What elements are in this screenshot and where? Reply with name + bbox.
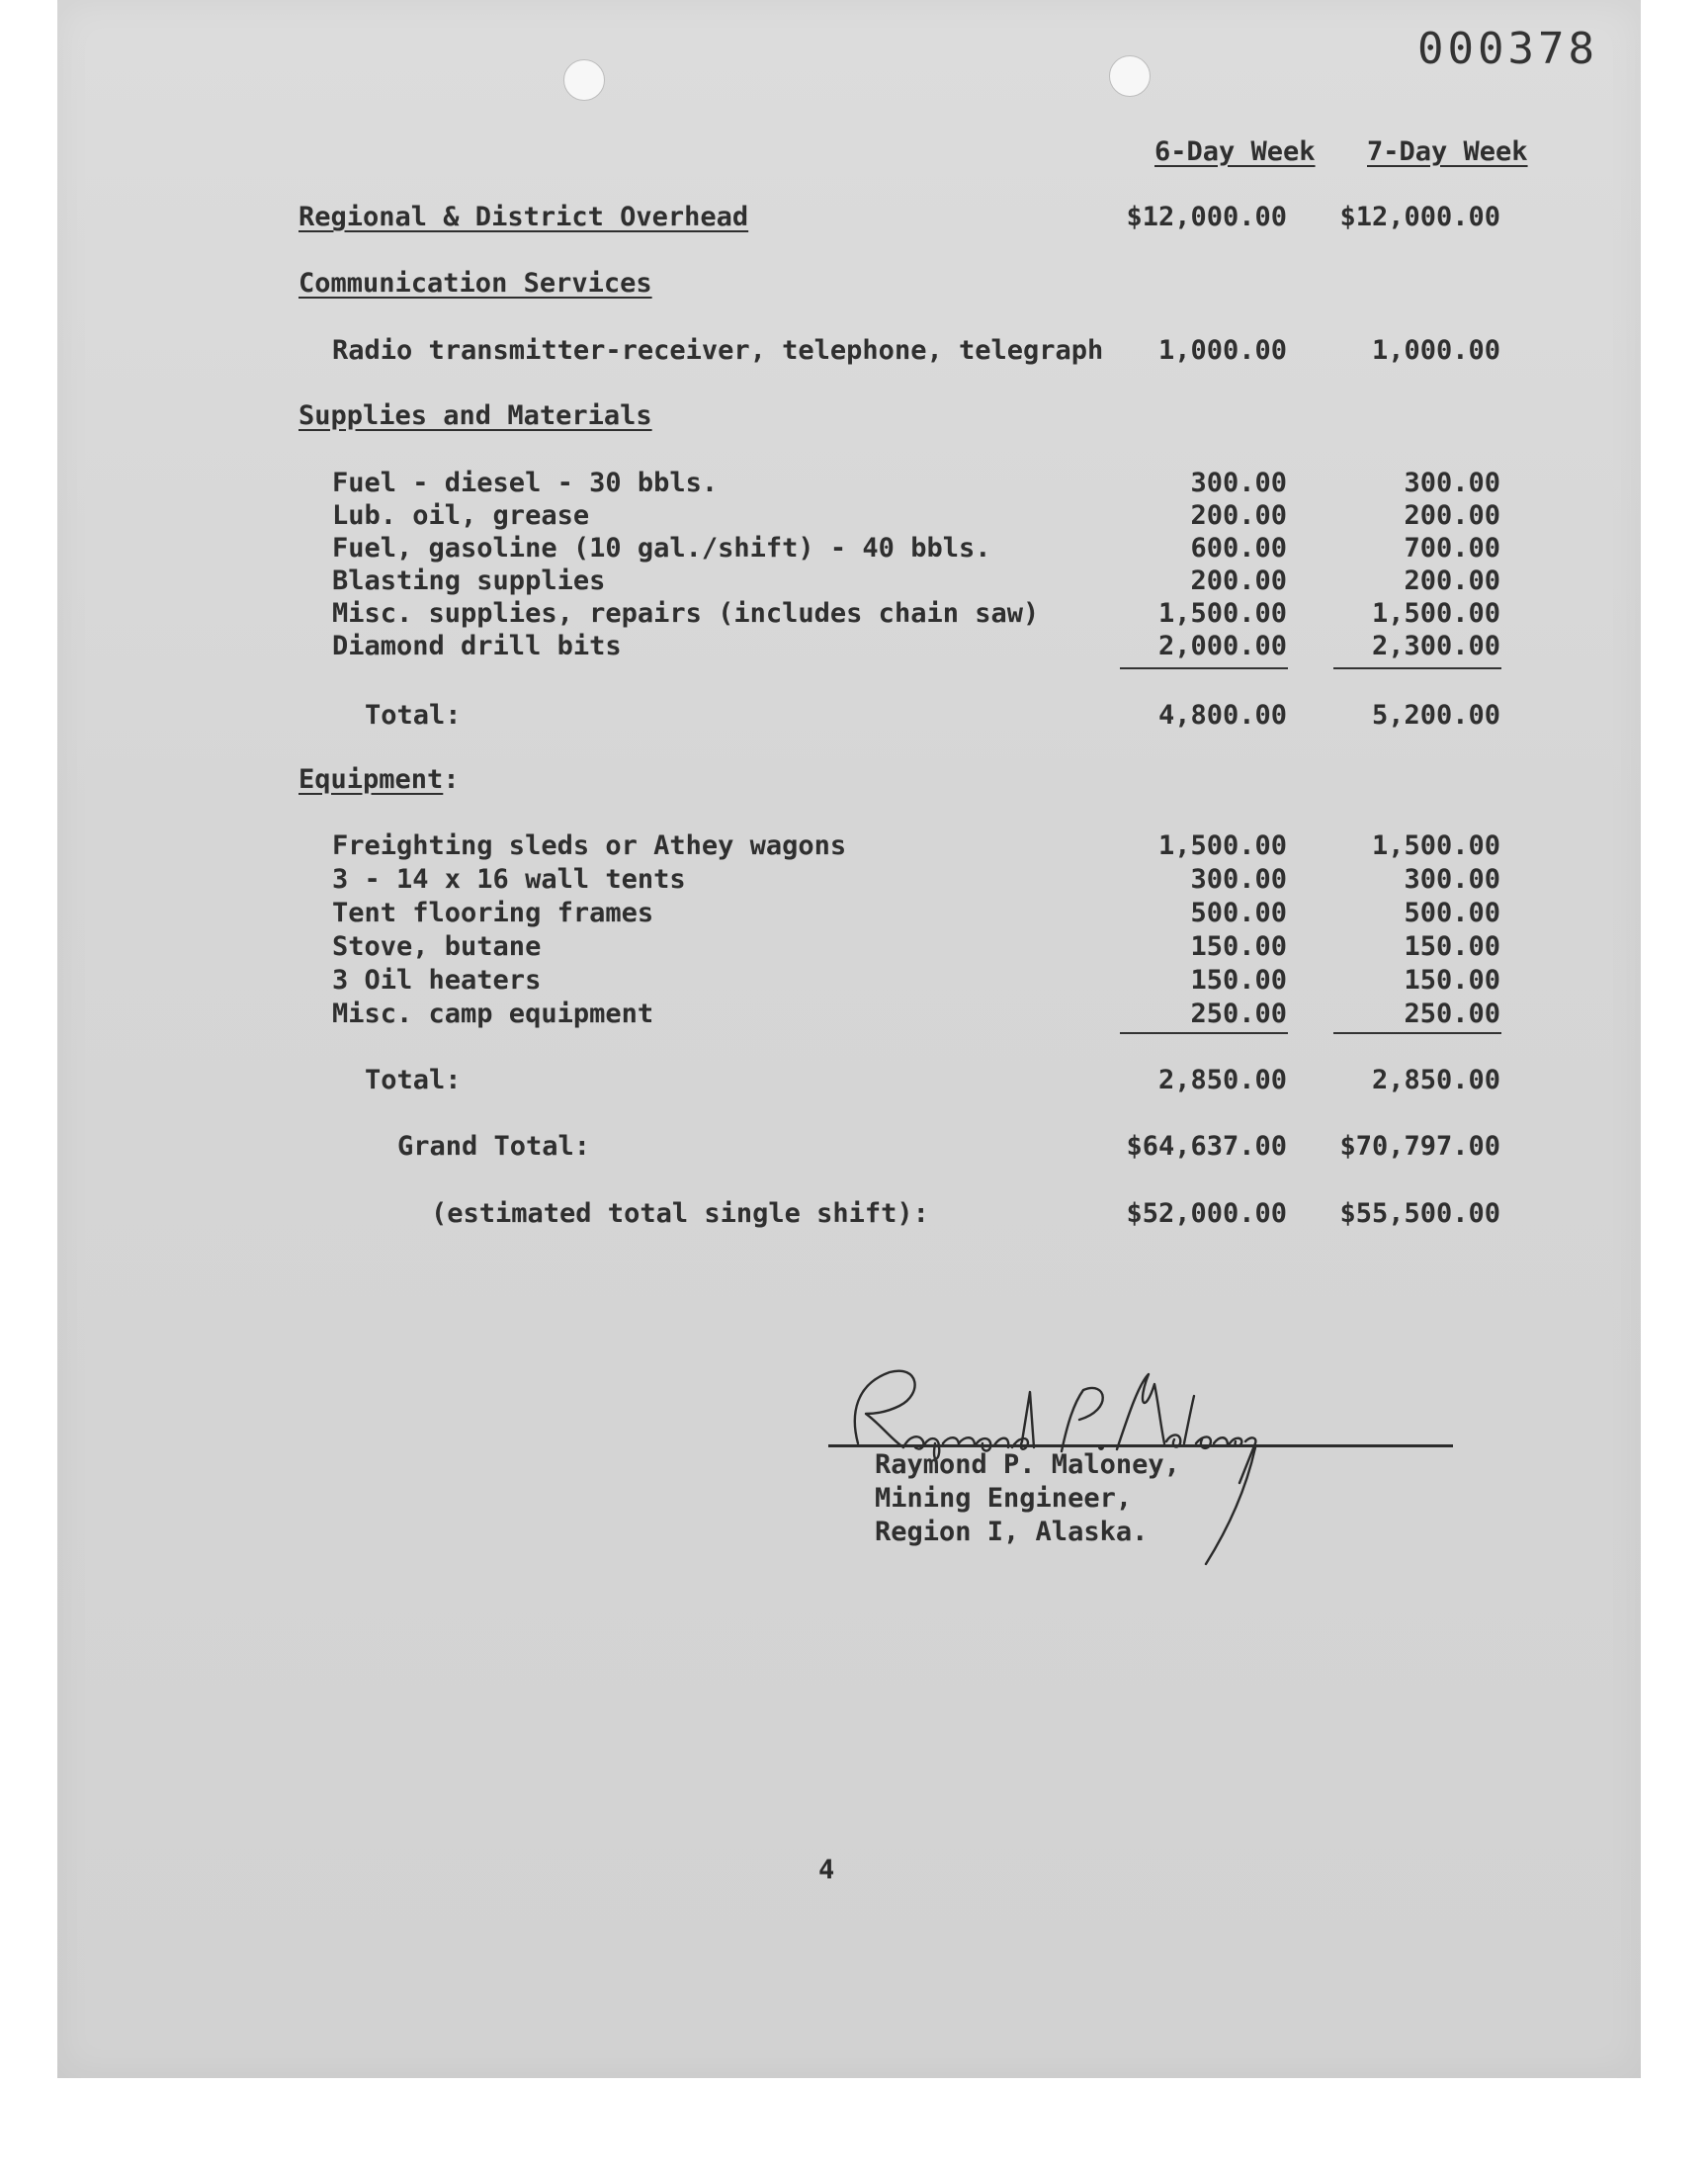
grand-total-6-day: $64,637.00 xyxy=(1126,1131,1287,1162)
single-shift-7-day: $55,500.00 xyxy=(1339,1198,1500,1229)
communication-item-label: Radio transmitter-receiver, telephone, telegraph xyxy=(332,335,1104,366)
grand-total-7-day: $70,797.00 xyxy=(1339,1131,1500,1162)
equipment-item-7-day: 500.00 xyxy=(1404,898,1500,928)
equipment-item-label: Misc. camp equipment xyxy=(332,999,654,1029)
communication-item-7-day: 1,000.00 xyxy=(1371,335,1500,366)
supplies-heading: Supplies and Materials xyxy=(299,400,652,431)
supplies-item-6-day: 300.00 xyxy=(1190,468,1287,498)
equipment-total-label: Total: xyxy=(365,1065,462,1095)
signer-title: Mining Engineer, xyxy=(875,1483,1133,1514)
supplies-item-7-day: 200.00 xyxy=(1404,566,1500,596)
overhead-6-day: $12,000.00 xyxy=(1126,202,1287,232)
document-page xyxy=(57,0,1641,2078)
equipment-heading-text: Equipment xyxy=(299,764,444,795)
equipment-total-6-day: 2,850.00 xyxy=(1157,1065,1287,1095)
equipment-heading xyxy=(299,764,460,795)
supplies-item-7-day: 2,300.00 xyxy=(1371,631,1500,661)
equipment-item-label: Tent flooring frames xyxy=(332,898,654,928)
subtotal-rule xyxy=(1333,1032,1501,1034)
document-number: 000378 xyxy=(1417,24,1598,74)
equipment-item-7-day: 150.00 xyxy=(1404,931,1500,962)
supplies-item-6-day: 600.00 xyxy=(1190,533,1287,564)
communication-item-6-day: 1,000.00 xyxy=(1157,335,1287,366)
signer-region: Region I, Alaska. xyxy=(875,1517,1149,1547)
equipment-item-6-day: 500.00 xyxy=(1190,898,1287,928)
column-header-7-day: 7-Day Week xyxy=(1367,136,1528,167)
equipment-item-7-day: 150.00 xyxy=(1404,965,1500,996)
supplies-item-label: Misc. supplies, repairs (includes chain saw) xyxy=(332,598,1040,629)
communication-heading: Communication Services xyxy=(299,268,652,299)
supplies-item-7-day: 200.00 xyxy=(1404,500,1500,531)
equipment-item-6-day: 150.00 xyxy=(1190,965,1287,996)
supplies-total-6-day: 4,800.00 xyxy=(1157,700,1287,731)
supplies-item-label: Fuel - diesel - 30 bbls. xyxy=(332,468,719,498)
punch-hole-left xyxy=(563,59,605,101)
supplies-item-label: Lub. oil, grease xyxy=(332,500,590,531)
supplies-item-label: Blasting supplies xyxy=(332,566,606,596)
single-shift-6-day: $52,000.00 xyxy=(1126,1198,1287,1229)
signer-name: Raymond P. Maloney, xyxy=(875,1449,1180,1480)
supplies-item-7-day: 1,500.00 xyxy=(1371,598,1500,629)
equipment-item-7-day: 250.00 xyxy=(1404,999,1500,1029)
subtotal-rule xyxy=(1120,1032,1288,1034)
single-shift-label: (estimated total single shift): xyxy=(431,1198,929,1229)
supplies-total-7-day: 5,200.00 xyxy=(1371,700,1500,731)
supplies-item-7-day: 700.00 xyxy=(1404,533,1500,564)
supplies-item-6-day: 1,500.00 xyxy=(1157,598,1287,629)
equipment-item-6-day: 150.00 xyxy=(1190,931,1287,962)
equipment-item-label: Freighting sleds or Athey wagons xyxy=(332,830,847,861)
equipment-item-7-day: 300.00 xyxy=(1404,864,1500,895)
overhead-7-day: $12,000.00 xyxy=(1339,202,1500,232)
page-number: 4 xyxy=(818,1855,835,1885)
equipment-item-6-day: 1,500.00 xyxy=(1157,830,1287,861)
equipment-item-label: 3 - 14 x 16 wall tents xyxy=(332,864,686,895)
equipment-item-label: 3 Oil heaters xyxy=(332,965,542,996)
subtotal-rule xyxy=(1120,667,1288,669)
punch-hole-right xyxy=(1109,55,1151,97)
supplies-item-7-day: 300.00 xyxy=(1404,468,1500,498)
equipment-item-6-day: 300.00 xyxy=(1190,864,1287,895)
supplies-item-6-day: 200.00 xyxy=(1190,566,1287,596)
equipment-total-7-day: 2,850.00 xyxy=(1371,1065,1500,1095)
supplies-item-label: Fuel, gasoline (10 gal./shift) - 40 bbls. xyxy=(332,533,991,564)
equipment-item-6-day: 250.00 xyxy=(1190,999,1287,1029)
grand-total-label: Grand Total: xyxy=(397,1131,591,1162)
equipment-item-7-day: 1,500.00 xyxy=(1371,830,1500,861)
overhead-label: Regional & District Overhead xyxy=(299,202,749,232)
supplies-item-label: Diamond drill bits xyxy=(332,631,622,661)
equipment-heading-colon: : xyxy=(443,764,460,795)
equipment-item-label: Stove, butane xyxy=(332,931,542,962)
column-header-6-day: 6-Day Week xyxy=(1154,136,1316,167)
supplies-total-label: Total: xyxy=(365,700,462,731)
signature-line xyxy=(828,1444,1453,1447)
supplies-item-6-day: 2,000.00 xyxy=(1157,631,1287,661)
supplies-item-6-day: 200.00 xyxy=(1190,500,1287,531)
subtotal-rule xyxy=(1333,667,1501,669)
